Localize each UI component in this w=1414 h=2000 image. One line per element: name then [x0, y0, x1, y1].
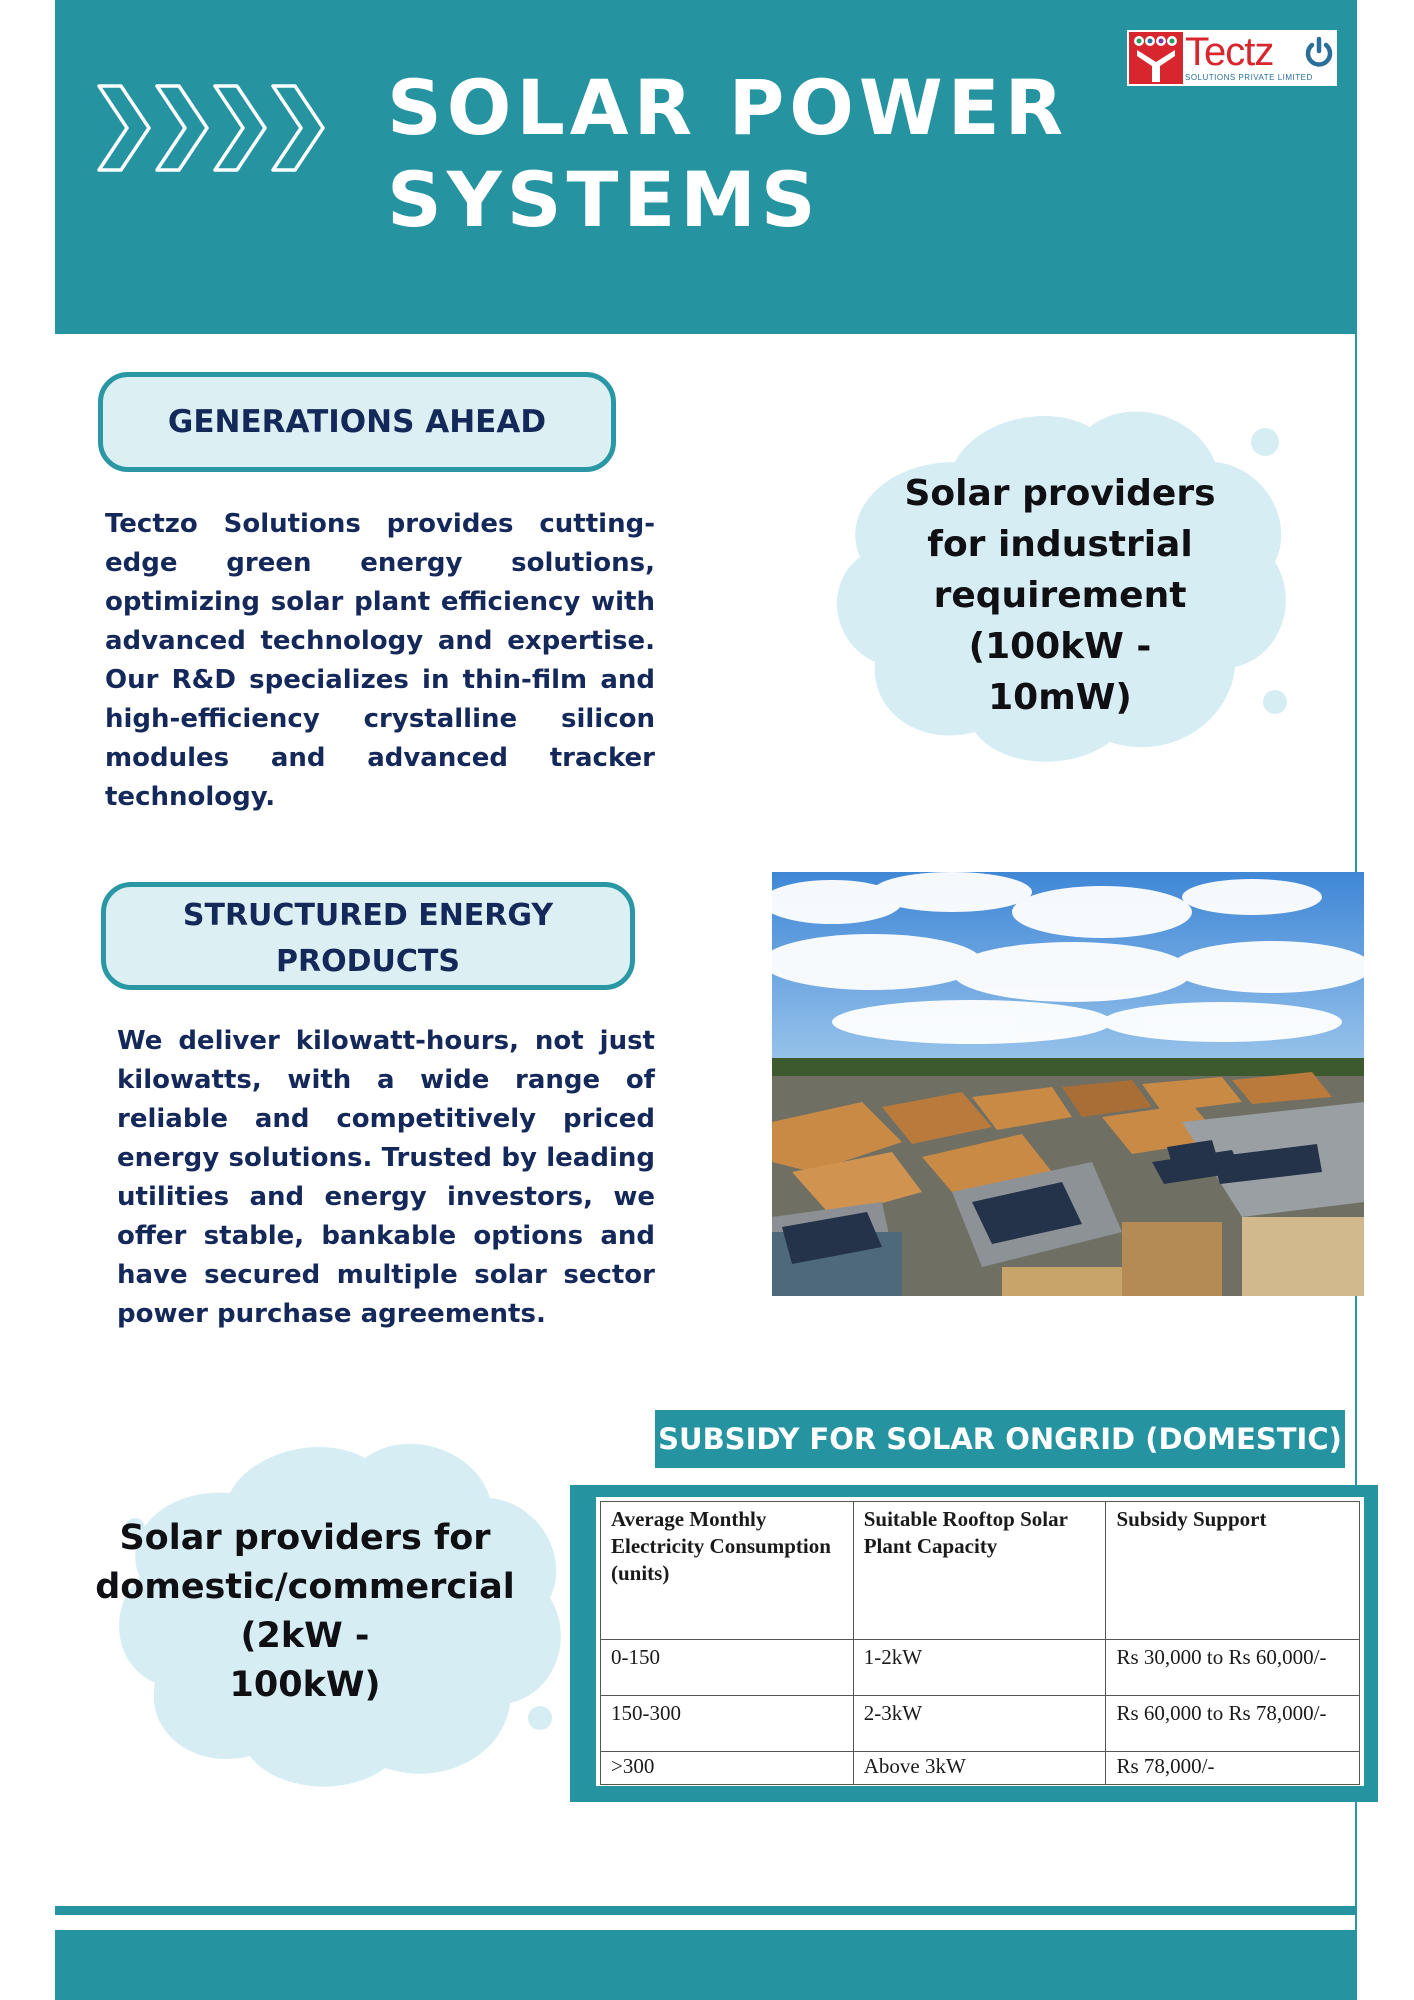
- rooftop-solar-photo: [772, 872, 1364, 1296]
- logo-subtitle: SOLUTIONS PRIVATE LIMITED: [1185, 73, 1313, 82]
- subsidy-table-inner: [596, 1497, 1364, 1786]
- industrial-line-2: for industrial: [927, 524, 1193, 565]
- column-header: Subsidy Support: [1106, 1502, 1360, 1640]
- industrial-line-4: (100kW -: [968, 626, 1152, 667]
- table-row: [601, 1696, 1360, 1752]
- table-cell: 150-300: [601, 1696, 854, 1752]
- logo-mark-icon: [1129, 32, 1183, 84]
- column-header: Average Monthly Electricity Consumption (units): [601, 1502, 854, 1640]
- industrial-callout: [840, 468, 1280, 723]
- industrial-line-5: 10mW): [988, 677, 1132, 718]
- chevrons-icon: [95, 78, 345, 178]
- subsidy-heading: SUBSIDY FOR SOLAR ONGRID (DOMESTIC): [655, 1410, 1345, 1468]
- table-cell: Rs 30,000 to Rs 60,000/-: [1106, 1640, 1360, 1696]
- generations-paragraph: Tectzo Solutions provides cutting-edge green energy solutions, optimizing solar plant efficiency with advanced technology and expertise. Our R&D specializes in thin-film and high-efficiency crystalline silicon modules and advanced tracker technology.: [105, 509, 655, 812]
- footer-divider: [55, 1906, 1357, 1915]
- table-cell: 2-3kW: [853, 1696, 1106, 1752]
- title-line-2: SYSTEMS: [387, 155, 821, 244]
- industrial-line-3: requirement: [933, 575, 1187, 616]
- subsidy-table-frame: [570, 1485, 1378, 1802]
- domestic-line-3: (2kW -: [240, 1616, 370, 1656]
- power-icon: [1303, 36, 1335, 68]
- header-banner: [55, 0, 1357, 334]
- table-row: [601, 1752, 1360, 1785]
- page-title: [387, 62, 1087, 246]
- subsidy-table: [600, 1501, 1360, 1785]
- domestic-line-4: 100kW): [229, 1665, 381, 1705]
- table-cell: >300: [601, 1752, 854, 1785]
- logo-wordmark: Tectz: [1185, 30, 1274, 74]
- company-logo: [1127, 30, 1337, 86]
- structured-heading-line-1: STRUCTURED ENERGY: [182, 898, 554, 933]
- column-header: Suitable Rooftop Solar Plant Capacity: [853, 1502, 1106, 1640]
- table-cell: Rs 78,000/-: [1106, 1752, 1360, 1785]
- generations-heading: GENERATIONS AHEAD: [98, 372, 616, 472]
- brochure-page: [55, 0, 1357, 2000]
- title-line-1: SOLAR POWER: [387, 63, 1069, 152]
- industrial-line-1: Solar providers: [904, 473, 1216, 514]
- structured-heading: [101, 882, 635, 990]
- domestic-callout: [75, 1514, 535, 1710]
- structured-heading-line-2: PRODUCTS: [276, 944, 460, 979]
- domestic-line-2: domestic/commercial: [95, 1567, 515, 1607]
- table-row: [601, 1640, 1360, 1696]
- structured-paragraph: We deliver kilowatt-hours, not just kilowatts, with a wide range of reliable and competitively priced energy solutions. Trusted by leading utilities and energy investors, we offer stable, bankable options and have secured multiple solar sector power purchase agreements.: [117, 1026, 655, 1329]
- table-cell: Rs 60,000 to Rs 78,000/-: [1106, 1696, 1360, 1752]
- table-header-row: [601, 1502, 1360, 1640]
- table-cell: Above 3kW: [853, 1752, 1106, 1785]
- table-cell: 1-2kW: [853, 1640, 1106, 1696]
- table-cell: 0-150: [601, 1640, 854, 1696]
- domestic-line-1: Solar providers for: [119, 1518, 491, 1558]
- footer-band: [55, 1930, 1357, 2000]
